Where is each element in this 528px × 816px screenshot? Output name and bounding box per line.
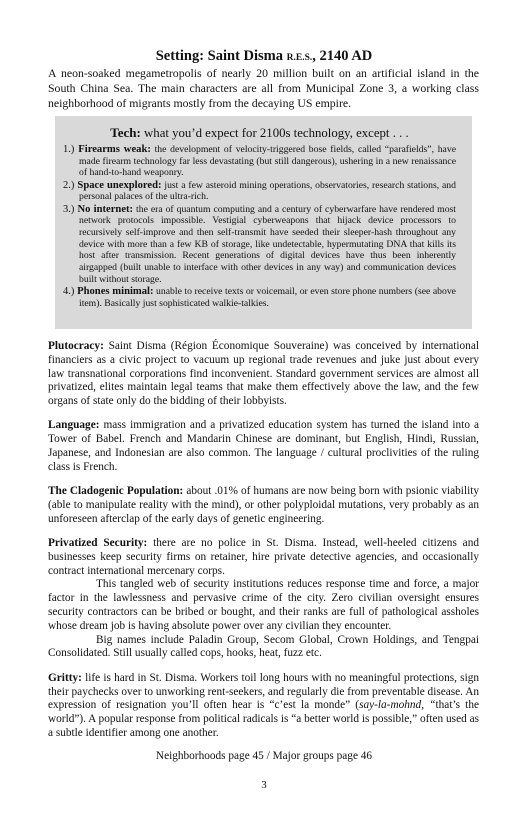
page-title	[0, 48, 528, 65]
tech-heading-text: what you’d expect for 2100s technology, except . . .	[140, 126, 409, 140]
section-label: Plutocracy:	[48, 340, 104, 352]
tech-item-number: 4.)	[63, 285, 78, 297]
title-main: Setting: Saint Disma	[155, 48, 287, 64]
tech-heading-label: Tech:	[110, 125, 141, 140]
section-paragraph	[48, 537, 479, 578]
intro-paragraph: A neon-soaked megametropolis of nearly 20 million built on an artificial island in the South China Sea. The main characters are all from Municipal Zone 3, a working class neighborhood of migrants mostly from the decaying US empire.	[48, 66, 479, 110]
section-language	[48, 419, 479, 474]
tech-item-label: Space unexplored:	[77, 179, 162, 191]
section-plutocracy	[48, 340, 479, 409]
section-gritty	[48, 672, 479, 741]
section-paragraph-3: Big names include Paladin Group, Secom Global, Crown Holdings, and Tengpai Consolidated. Still usually called cops, hooks, heat, fuzz etc.	[48, 633, 479, 660]
section-paragraph	[48, 485, 479, 526]
section-text: mass immigration and a privatized education system has turned the island into a Tower of Babel. French and Mandarin Chinese are dominant, but English, Hindi, Russian, Japanese, and Indonesian are also common. The language / cultural proclivities of the ruling class is French.	[48, 419, 479, 473]
tech-item-label: No internet:	[77, 203, 134, 215]
tech-item-phones	[63, 286, 456, 309]
tech-item-label: Firearms weak:	[78, 144, 151, 155]
tech-item-text: just a few asteroid mining operations, observatories, research stations, and personal palaces of the ultra-rich.	[79, 179, 456, 203]
section-text-continued: that’s the world”). A popular response from political radicals is “a better world is possible,” often used as a subtle identifier among one another.	[48, 699, 479, 739]
tech-item-number: 1.)	[63, 144, 79, 155]
section-text: Saint Disma (Région Économique Souveraine) was conceived by international financiers as a civic project to vacuum up regional trade revenues and juke just about every law transnational corporations find inconvenient. Standard government services are almost all privatized, elites maintain legal teams that make them effectively above the law, and the few organs of state only do the bidding of their lobbyists.	[48, 340, 479, 408]
section-text: about .01% of humans are now being born with psionic viability (able to manipulate reality with the mind), or other polyploidal mutations, very probably as an unforeseen afterclap of the early days of genetic engineering.	[48, 485, 480, 525]
tech-list	[63, 144, 456, 309]
tech-item-text: the development of velocity-triggered bose fields, called “parafields”, have made firearm technology far less devastating (but still dangerous), ushering in a new renaissance of hand-to-hand weaponry.	[79, 144, 457, 179]
section-text: there are no police in St. Disma. Instead, well-heeled citizens and businesses keep security firms on retainer, hire private detective agencies, and occasionally contract international mercenary corps.	[48, 537, 479, 577]
pronunciation-italic: say-la-mohnd, “	[359, 699, 436, 712]
section-paragraph	[48, 672, 479, 741]
section-paragraph-2: This tangled web of security institutions reduces response time and force, a major factor in the lawlessness and pervasive crime of the city. Zero civilian oversight ensures security contractors can be bribed or bought, and their ranks are full of pathological assholes whose dream job is having absolute power over any civilian they encounter.	[48, 578, 479, 632]
section-paragraph	[48, 419, 479, 474]
tech-item-firearms	[63, 144, 456, 179]
section-label: The Cladogenic Population:	[48, 485, 184, 498]
tech-item-number: 3.)	[63, 203, 78, 215]
tech-item-number: 2.)	[63, 179, 78, 191]
body-sections	[48, 340, 479, 751]
page-references: Neighborhoods page 45 / Major groups page 46	[155, 750, 373, 762]
tech-item-text: the era of quantum computing and a century of cyberwarfare have rendered most network protocols impossible. Vestigial cyberweapons that hijack device processors to recursively self-improve and then self-transmit have seeded their sleeper-hash throughout any device with more than a few KB of storage, like undetectable, hypermutating DNA that kills its host after transmission. Recent generations of digital devices have thus been inherently airgapped (built unable to interface with other devices in any way) and communication devices built without storage.	[79, 203, 456, 285]
section-security	[48, 537, 479, 661]
tech-heading	[63, 125, 456, 141]
section-label: Gritty:	[48, 671, 82, 684]
section-text: life is hard in St. Disma. Workers toil long hours with no meaningful protections, sign their paychecks over to unworking rent-seekers, and regularly die from preventable disease. An expression of resignation you’ll often hear is “c’est la monde” (	[48, 671, 480, 712]
tech-box	[55, 116, 472, 329]
section-paragraph	[48, 340, 479, 409]
tech-item-space	[63, 180, 456, 203]
tech-item-label: Phones minimal:	[77, 285, 154, 297]
section-label: Language:	[48, 419, 100, 432]
section-cladogenic	[48, 485, 479, 526]
section-label: Privatized Security:	[48, 537, 148, 550]
title-year: , 2140 AD	[312, 48, 373, 64]
page-number: 3	[261, 779, 267, 791]
tech-item-internet	[63, 204, 456, 286]
tech-item-text: unable to receive texts or voicemail, or even store phone numbers (see above item). Basically just sophisticated walkie-talkies.	[79, 285, 456, 309]
title-abbreviation: R.E.S.	[286, 53, 313, 63]
